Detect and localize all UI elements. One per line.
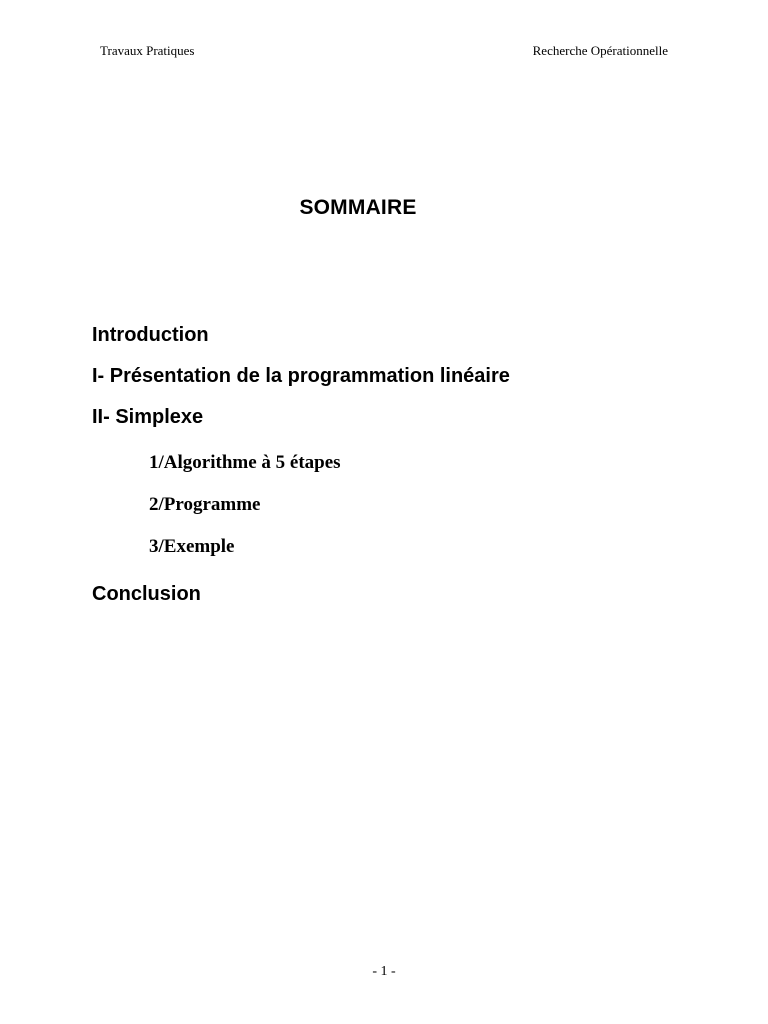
toc-item-section-2: II- Simplexe: [92, 406, 204, 428]
toc-item-conclusion: Conclusion: [92, 583, 201, 605]
page-number: - 1 -: [372, 964, 396, 979]
toc-subitem-3: 3/Exemple: [149, 536, 235, 557]
toc-subitem-1: 1/Algorithme à 5 étapes: [149, 452, 341, 473]
toc-subitem-2: 2/Programme: [149, 494, 261, 515]
header-left-text: Travaux Pratiques: [100, 43, 195, 58]
header-right-text: Recherche Opérationnelle: [532, 43, 668, 58]
table-of-contents: [92, 315, 732, 615]
toc-item-section-1: I- Présentation de la programmation linéaire: [92, 365, 510, 387]
toc-item-introduction: Introduction: [92, 324, 209, 346]
page-title: SOMMAIRE: [299, 196, 417, 219]
